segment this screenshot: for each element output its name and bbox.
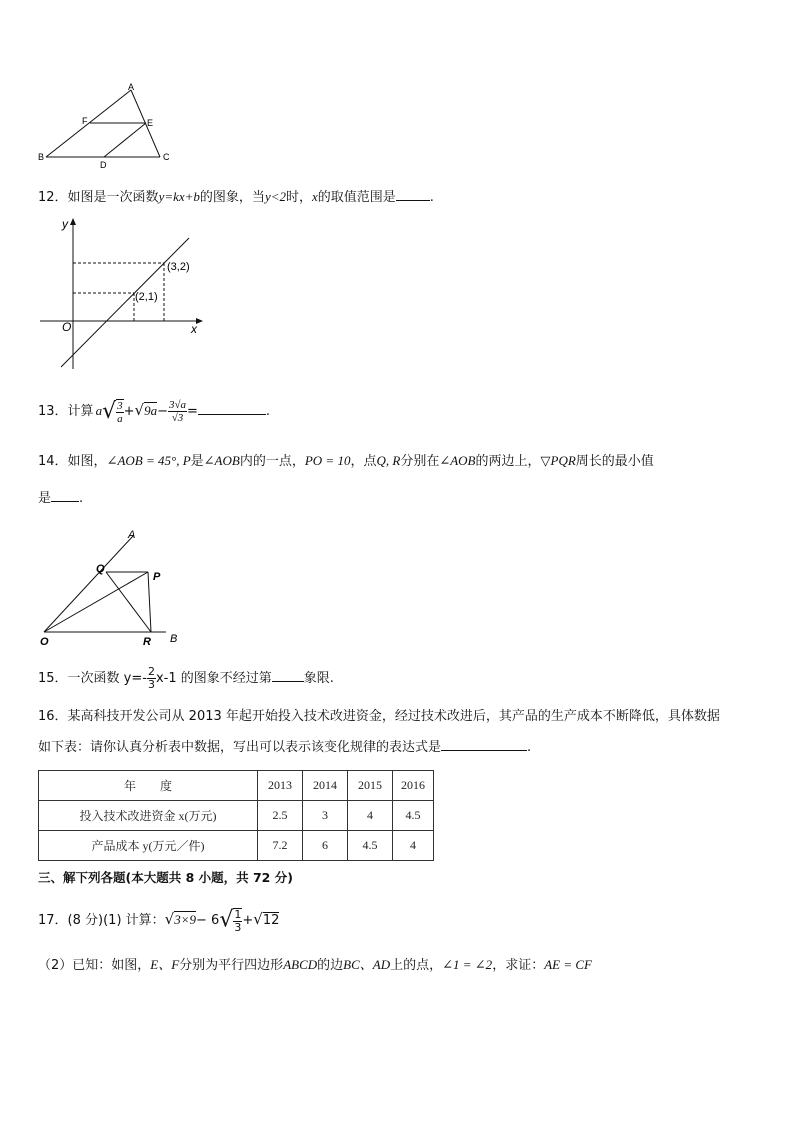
label-D: D xyxy=(100,160,107,170)
section-3-title: 三、解下列各题(本大题共 8 小题，共 72 分) xyxy=(38,870,293,885)
label-P: P xyxy=(153,571,161,583)
table-cell: 3 xyxy=(303,801,348,831)
x-arrow-icon xyxy=(196,318,203,324)
point-3-2-label: (3,2) xyxy=(167,261,190,273)
label-B: B xyxy=(38,152,45,162)
table-header-cell: 2014 xyxy=(303,771,348,801)
point-2-1-label: (2,1) xyxy=(135,291,158,303)
table-cell: 4 xyxy=(393,831,434,861)
label-C: C xyxy=(163,152,170,162)
fraction-1-3: $\frac{1}{3}$ xyxy=(234,907,242,934)
answer-blank[interactable] xyxy=(272,669,304,682)
origin-label: O xyxy=(62,320,72,334)
table-header-row xyxy=(39,771,434,801)
table-cell: 6 xyxy=(303,831,348,861)
triangle-figure xyxy=(36,80,186,170)
label-O: O xyxy=(40,636,49,648)
question-17-part2: （2）已知：如图，E、F分别为平行四边形ABCD的边BC、AD上的点，∠1 = ∠2，求证：AE = CF xyxy=(38,957,592,973)
segment-OP xyxy=(44,572,148,632)
x-axis-label: x xyxy=(191,322,197,336)
table-cell: 2.5 xyxy=(258,801,303,831)
table-cell: 投入技术改进资金 x(万元) xyxy=(39,801,258,831)
label-A: A xyxy=(128,82,135,92)
table-header-cell: 2016 xyxy=(393,771,434,801)
linear-function-graph xyxy=(36,214,206,374)
y-arrow-icon xyxy=(70,218,76,225)
label-F: F xyxy=(82,116,88,126)
frac-3: $\frac{3√a}{√3}$ xyxy=(168,399,187,424)
answer-blank[interactable] xyxy=(198,402,266,415)
label-R: R xyxy=(143,636,151,648)
segment-PR xyxy=(148,572,151,632)
table-cell: 4 xyxy=(348,801,393,831)
label-Q: Q xyxy=(96,563,105,575)
answer-blank[interactable] xyxy=(441,738,527,751)
question-14: 14．如图，∠AOB = 45°, P是∠AOB内的一点，PO = 10，点Q, R分别在∠AOB的两边上，▽PQR周长的最小值 xyxy=(38,453,654,469)
fraction-2-3: $\frac{2}{3}$ xyxy=(147,665,155,691)
label-E: E xyxy=(147,118,154,128)
y-axis-label: y xyxy=(62,217,68,231)
table-cell: 7.2 xyxy=(258,831,303,861)
table-header-cell: 2013 xyxy=(258,771,303,801)
function-line xyxy=(61,238,189,367)
answer-blank[interactable] xyxy=(396,188,430,201)
table-header-cell: 年 度 xyxy=(39,771,258,801)
question-13: 13．计算 a√ $\frac{3}{a}$ +√9a− $\frac{3√a}{√3}$ = . xyxy=(38,398,271,425)
label-B: B xyxy=(170,633,178,645)
ray-OA xyxy=(44,536,133,632)
question-17-part1: 17．(8 分)(1) 计算：√3×9− 6√ $\frac{1}{3}$ +√12 xyxy=(38,907,280,934)
table-row xyxy=(39,831,434,861)
table-cell: 产品成本 y(万元／件) xyxy=(39,831,258,861)
table-cell: 4.5 xyxy=(348,831,393,861)
table-header-cell: 2015 xyxy=(348,771,393,801)
question-15: 15．一次函数 y=- $\frac{2}{3}$ x-1 的图象不经过第 象限. xyxy=(38,665,334,691)
answer-blank[interactable] xyxy=(51,489,79,502)
label-A: A xyxy=(128,529,136,541)
question-16-line1: 16．某高科技开发公司从 2013 年起开始投入技术改进资金，经过技术改进后，其产品的生产成本不断降低，具体数据 xyxy=(38,709,720,724)
question-14-line2: 是 . xyxy=(38,491,84,506)
data-table xyxy=(38,770,434,861)
question-16-line2: 如下表：请你认真分析表中数据，写出可以表示该变化规律的表达式是 . xyxy=(38,740,532,755)
table-cell: 4.5 xyxy=(393,801,434,831)
table-row xyxy=(39,801,434,831)
angle-aob-figure xyxy=(36,524,196,650)
sqrt-frac-1: √ $\frac{3}{a}$ xyxy=(102,398,123,425)
edge-ED xyxy=(104,123,146,157)
segment-QR xyxy=(106,572,151,632)
question-12: 12．如图是一次函数y=kx+b的图象，当y<2时，x的取值范围是 . xyxy=(38,189,434,205)
